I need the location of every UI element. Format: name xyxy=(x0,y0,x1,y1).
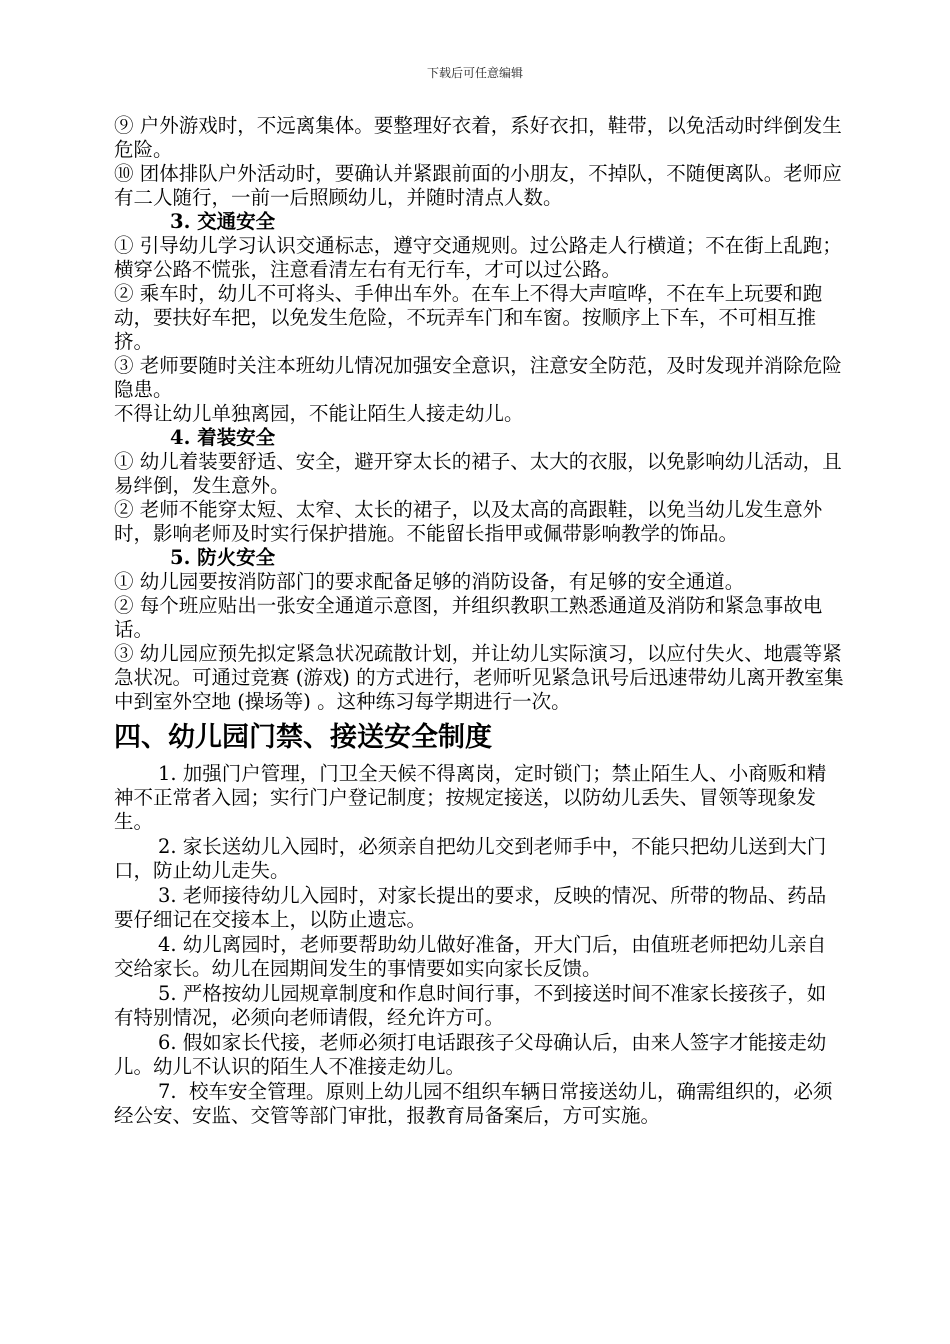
paragraph-item9: ⑨ 户外游戏时，不远离集体。要整理好衣着，系好衣扣，鞋带，以免活动时绊倒发生危险。 xyxy=(114,114,842,161)
document-body xyxy=(114,114,844,1128)
subheading-dress: 4. 着装安全 xyxy=(170,426,276,449)
paragraph-fire-3: ③ 幼儿园应预先拟定紧急状况疏散计划，并让幼儿实际演习，以应付失火、地震等紧急状况。可通过竞赛 (游戏) 的方式进行，老师听见紧急讯号后迅速带幼儿离开教室集中到室外空地 (操场等) 。这种练习每学期进行一次。 xyxy=(114,642,844,713)
paragraph-rule-3: 3. 老师接待幼儿入园时，对家长提出的要求，反映的情况、所带的物品、药品要仔细记在交接本上，以防止遗忘。 xyxy=(114,884,827,931)
paragraph-rule-7: 7. 校车安全管理。原则上幼儿园不组织车辆日常接送幼儿，确需组织的，必须经公安、安监、交管等部门审批，报教育局备案后，方可实施。 xyxy=(114,1080,833,1127)
paragraph-traffic-2: ② 乘车时，幼儿不可将头、手伸出车外。在车上不得大声喧哗，不在车上玩要和跑动，要扶好车把，以免发生危险，不玩弄车门和车窗。按顺序上下车，不可相互推挤。 xyxy=(114,282,823,353)
paragraph-item10: ⑩ 团体排队户外活动时，要确认并紧跟前面的小朋友，不掉队，不随便离队。老师应有二人随行，一前一后照顾幼儿，并随时清点人数。 xyxy=(114,162,842,209)
paragraph-rule-2: 2. 家长送幼儿入园时，必须亲自把幼儿交到老师手中，不能只把幼儿送到大门口，防止幼儿走失。 xyxy=(114,835,827,882)
paragraph-rule-1: 1. 加强门户管理，门卫全天候不得离岗，定时锁门；禁止陌生人、小商贩和精神不正常者入园；实行门户登记制度；按规定接送，以防幼儿丢失、冒领等现象发生。 xyxy=(114,762,827,833)
paragraph-rule-5: 5. 严格按幼儿园规章制度和作息时间行事，不到接送时间不准家长接孩子，如有特别情况，必须向老师请假，经允许方可。 xyxy=(114,982,827,1029)
paragraph-dress-1: ① 幼儿着装要舒适、安全，避开穿太长的裙子、太大的衣服，以免影响幼儿活动，且易绊倒，发生意外。 xyxy=(114,450,842,497)
subheading-fire: 5. 防火安全 xyxy=(170,546,276,569)
paragraph-dress-2: ② 老师不能穿太短、太窄、太长的裙子，以及太高的高跟鞋，以免当幼儿发生意外时，影响老师及时实行保护措施。不能留长指甲或佩带影响教学的饰品。 xyxy=(114,498,823,545)
subheading-traffic: 3. 交通安全 xyxy=(170,210,276,233)
paragraph-fire-1: ① 幼儿园要按消防部门的要求配备足够的消防设备，有足够的安全通道。 xyxy=(114,570,745,593)
page-header: 下载后可任意编辑 xyxy=(426,66,523,80)
paragraph-traffic-3: ③ 老师要随时关注本班幼儿情况加强安全意识，注意安全防范，及时发现并消除危险隐患。 xyxy=(114,354,842,401)
paragraph-rule-4: 4. 幼儿离园时，老师要帮助幼儿做好准备，开大门后，由值班老师把幼儿亲自交给家长。幼儿在园期间发生的事情要如实向家长反馈。 xyxy=(114,933,827,980)
paragraph-rule-6: 6. 假如家长代接，老师必须打电话跟孩子父母确认后，由来人签字才能接走幼儿。幼儿不认识的陌生人不准接走幼儿。 xyxy=(114,1031,827,1078)
section-heading-access-control: 四、幼儿园门禁、接送安全制度 xyxy=(114,722,492,753)
paragraph-traffic-1: ① 引导幼儿学习认识交通标志，遵守交通规则。过公路走人行横道；不在街上乱跑；横穿公路不慌张，注意看清左右有无行车，才可以过公路。 xyxy=(114,234,842,281)
paragraph-fire-2: ② 每个班应贴出一张安全通道示意图，并组织教职工熟悉通道及消防和紧急事故电话。 xyxy=(114,594,823,641)
paragraph-traffic-4: 不得让幼儿单独离园，不能让陌生人接走幼儿。 xyxy=(114,402,524,425)
